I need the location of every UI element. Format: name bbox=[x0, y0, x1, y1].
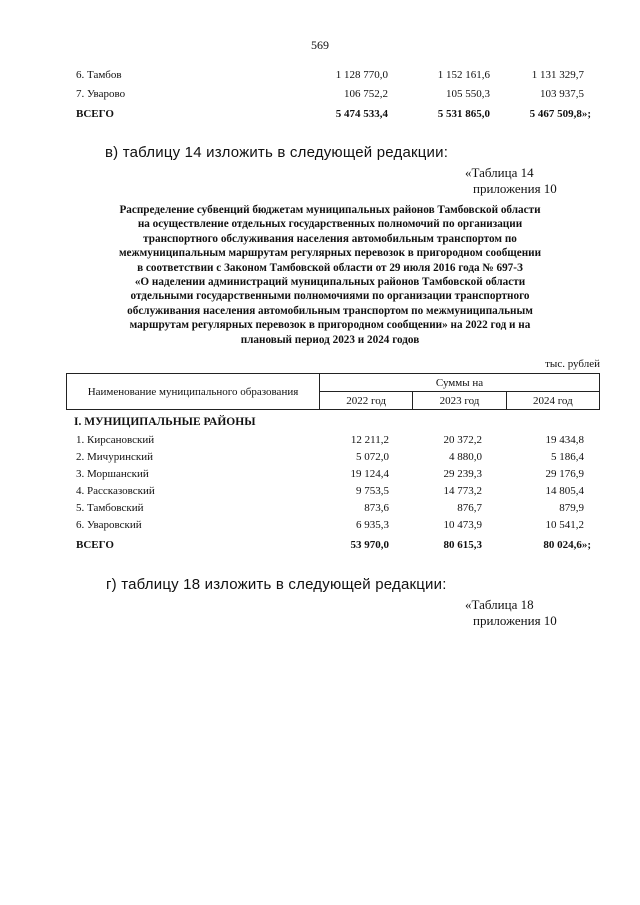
section-title: I. МУНИЦИПАЛЬНЫЕ РАЙОНЫ bbox=[74, 416, 256, 428]
cell-2023: 4 880,0 bbox=[449, 451, 482, 463]
row-name: 7. Уварово bbox=[76, 88, 126, 100]
table-header bbox=[66, 373, 600, 410]
total-2023: 5 531 865,0 bbox=[437, 108, 490, 120]
total-2023: 80 615,3 bbox=[443, 539, 482, 551]
total-2024: 5 467 509,8»; bbox=[529, 108, 591, 120]
row-name: 6. Уваровский bbox=[76, 519, 142, 531]
row-name: 1. Кирсановский bbox=[76, 434, 155, 446]
cell-2022: 1 128 770,0 bbox=[335, 69, 388, 81]
heading-line: в соответствии с Законом Тамбовской области от 29 июля 2016 года № 697-З bbox=[137, 261, 523, 274]
header-sums: Суммы на bbox=[320, 374, 600, 392]
cell-2023: 105 550,3 bbox=[446, 88, 490, 100]
appendix-reference: приложения 10 bbox=[473, 181, 557, 196]
heading-line: на осуществление отдельных государственных полномочий по организации bbox=[137, 218, 523, 231]
heading-line: Распределение субвенций бюджетам муниципальных районов Тамбовской области bbox=[119, 204, 541, 216]
table-reference: «Таблица 14 bbox=[465, 165, 534, 180]
cell-2022: 9 753,5 bbox=[356, 485, 389, 497]
header-name-column: Наименование муниципального образования bbox=[67, 374, 320, 410]
cell-2024: 5 186,4 bbox=[551, 451, 584, 463]
row-name: 4. Рассказовский bbox=[76, 485, 155, 497]
table-reference: «Таблица 18 bbox=[465, 597, 534, 612]
total-2024: 80 024,6»; bbox=[543, 539, 591, 551]
cell-2022: 12 211,2 bbox=[350, 434, 389, 446]
header-year-2024: 2024 год bbox=[506, 392, 599, 410]
row-name: 2. Мичуринский bbox=[76, 451, 153, 463]
cell-2024: 19 434,8 bbox=[545, 434, 584, 446]
amendment-text: в) таблицу 14 изложить в следующей редакции: bbox=[105, 144, 449, 161]
cell-2023: 876,7 bbox=[457, 502, 482, 514]
appendix-reference: приложения 10 bbox=[473, 613, 557, 628]
heading-line: «О наделении администраций муниципальных районов Тамбовской области bbox=[134, 276, 526, 289]
total-2022: 5 474 533,4 bbox=[335, 108, 388, 120]
cell-2024: 10 541,2 bbox=[545, 519, 584, 531]
cell-2022: 6 935,3 bbox=[356, 519, 389, 531]
cell-2022: 5 072,0 bbox=[356, 451, 389, 463]
header-year-2022: 2022 год bbox=[320, 392, 413, 410]
cell-2023: 14 773,2 bbox=[443, 485, 482, 497]
total-2022: 53 970,0 bbox=[350, 539, 389, 551]
cell-2024: 1 131 329,7 bbox=[531, 69, 584, 81]
cell-2024: 879,9 bbox=[559, 502, 584, 514]
heading-line: транспортного обслуживания населения автомобильным транспортом по bbox=[143, 232, 517, 245]
total-label: ВСЕГО bbox=[76, 108, 114, 120]
cell-2024: 29 176,9 bbox=[545, 468, 584, 480]
heading-line: межмуниципальным маршрутам регулярных перевозок в пригородном сообщении bbox=[118, 247, 542, 260]
cell-2023: 29 239,3 bbox=[443, 468, 482, 480]
row-name: 3. Моршанский bbox=[76, 468, 149, 480]
page-number: 569 bbox=[311, 38, 329, 52]
heading-line: плановый период 2023 и 2024 годов bbox=[240, 333, 420, 346]
table-heading bbox=[80, 203, 580, 347]
heading-line: обслуживания населения автомобильным транспортом по межмуниципальным bbox=[127, 304, 533, 317]
cell-2022: 19 124,4 bbox=[350, 468, 389, 480]
header-year-2023: 2023 год bbox=[413, 392, 506, 410]
heading-line: маршрутам регулярных перевозок в пригородном сообщении» на 2022 год и на bbox=[129, 319, 531, 332]
cell-2023: 20 372,2 bbox=[443, 434, 482, 446]
heading-line: отдельными государственными полномочиями по организации транспортного bbox=[130, 290, 530, 303]
row-name: 6. Тамбов bbox=[76, 69, 122, 81]
cell-2023: 10 473,9 bbox=[443, 519, 482, 531]
cell-2024: 14 805,4 bbox=[545, 485, 584, 497]
cell-2022: 106 752,2 bbox=[344, 88, 388, 100]
unit-label: тыс. рублей bbox=[545, 358, 600, 370]
amendment-text: г) таблицу 18 изложить в следующей редакции: bbox=[106, 576, 447, 593]
row-name: 5. Тамбовский bbox=[76, 502, 144, 514]
cell-2023: 1 152 161,6 bbox=[437, 69, 490, 81]
cell-2022: 873,6 bbox=[364, 502, 389, 514]
total-label: ВСЕГО bbox=[76, 539, 114, 551]
cell-2024: 103 937,5 bbox=[540, 88, 584, 100]
